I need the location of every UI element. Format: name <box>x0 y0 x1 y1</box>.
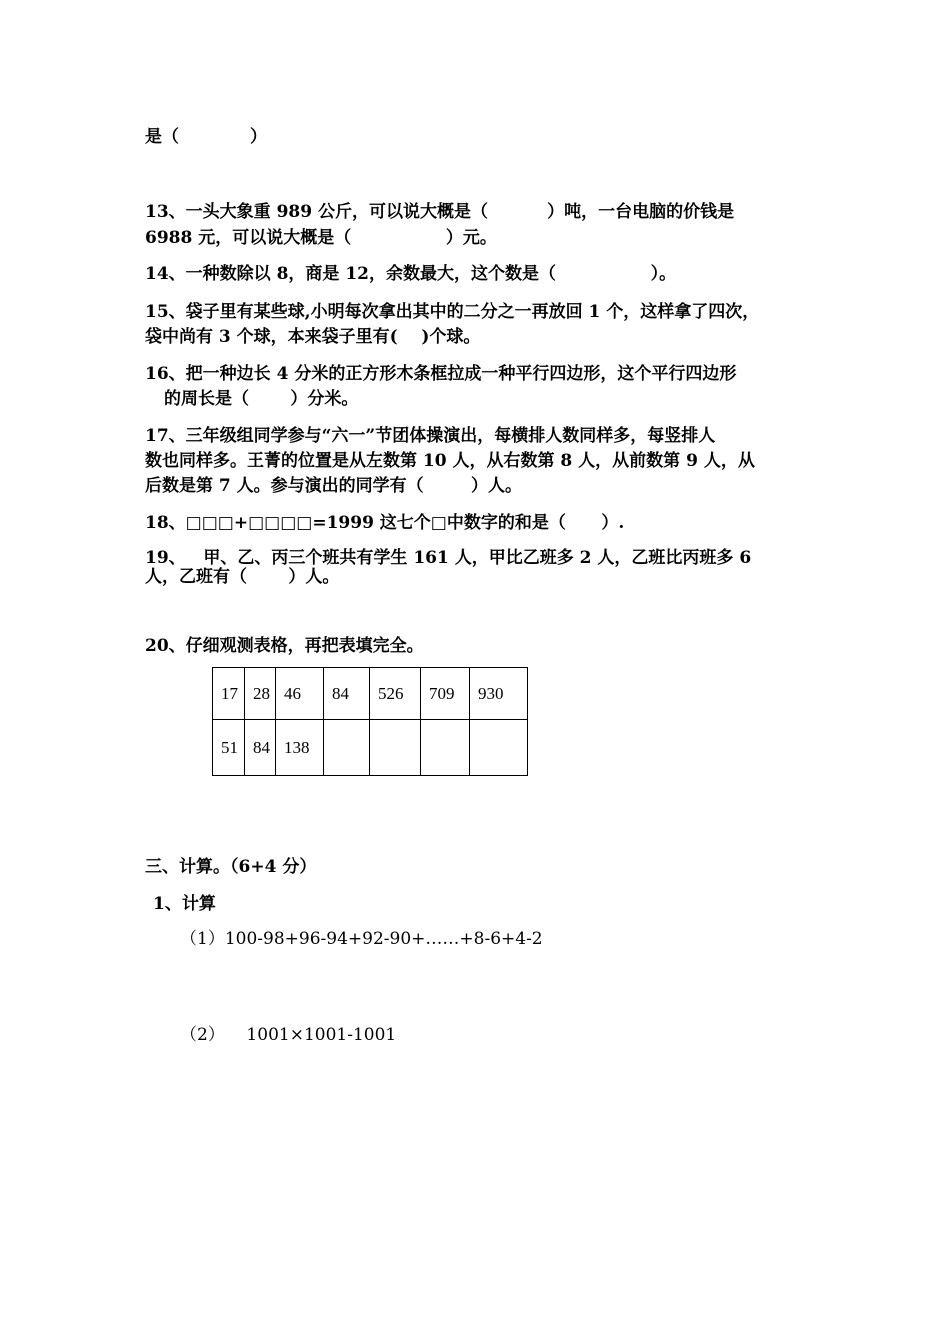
q14: 14、一种数除以 8，商是 12，余数最大，这个数是（ ）。 <box>145 264 677 284</box>
table-cell <box>421 720 470 776</box>
table-cell <box>370 720 421 776</box>
table-cell: 138 <box>276 720 324 776</box>
q17-line-3: 后数是第 7 人。参与演出的同学有（ ）人。 <box>145 476 523 496</box>
q13-line-1: 13、一头大象重 989 公斤，可以说大概是（ ）吨，一台电脑的价钱是 <box>145 202 735 222</box>
q19-line-2: 人，乙班有（ ）人。 <box>145 567 340 587</box>
table-row <box>213 720 528 776</box>
table-cell: 46 <box>276 668 324 720</box>
section-3-heading: 三、计算。（6+4 分） <box>145 857 317 877</box>
q15-line-2: 袋中尚有 3 个球，本来袋子里有( )个球。 <box>145 327 481 347</box>
calc-1-heading: 1、计算 <box>153 894 216 914</box>
table-cell: 84 <box>324 668 370 720</box>
calc-1-problem-1: （1）100-98+96-94+92-90+……+8-6+4-2 <box>180 929 543 949</box>
q16-line-1: 16、把一种边长 4 分米的正方形木条框拉成一种平行四边形，这个平行四边形 <box>145 364 737 384</box>
q18: 18、□□□+□□□□=1999 这七个□中数字的和是（ ）. <box>145 513 625 533</box>
table-cell: 28 <box>245 668 276 720</box>
calc-1-problem-2: （2） 1001×1001-1001 <box>180 1025 397 1045</box>
table-cell: 84 <box>245 720 276 776</box>
table-cell: 51 <box>213 720 245 776</box>
q19-line-1: 19、 甲、乙、丙三个班共有学生 161 人，甲比乙班多 2 人，乙班比丙班多 6 <box>145 548 752 568</box>
table-cell: 930 <box>470 668 528 720</box>
q17-line-2: 数也同样多。王菁的位置是从左数第 10 人，从右数第 8 人，从前数第 9 人，从 <box>145 451 755 471</box>
q16-line-2: 的周长是（ ）分米。 <box>164 389 359 409</box>
table-cell: 709 <box>421 668 470 720</box>
table-row <box>213 668 528 720</box>
table-cell: 17 <box>213 668 245 720</box>
table-cell <box>470 720 528 776</box>
q15-line-1: 15、袋子里有某些球,小明每次拿出其中的二分之一再放回 1 个，这样拿了四次， <box>145 302 760 322</box>
q20: 20、仔细观测表格，再把表填完全。 <box>145 636 424 656</box>
table-cell: 526 <box>370 668 421 720</box>
number-table <box>212 667 528 776</box>
q17-line-1: 17、三年级组同学参与“六一”节团体操演出，每横排人数同样多，每竖排人 <box>145 426 716 446</box>
table-cell <box>324 720 370 776</box>
q12-tail: 是（ ） <box>145 127 268 147</box>
q13-line-2: 6988 元，可以说大概是（ ）元。 <box>145 228 497 248</box>
